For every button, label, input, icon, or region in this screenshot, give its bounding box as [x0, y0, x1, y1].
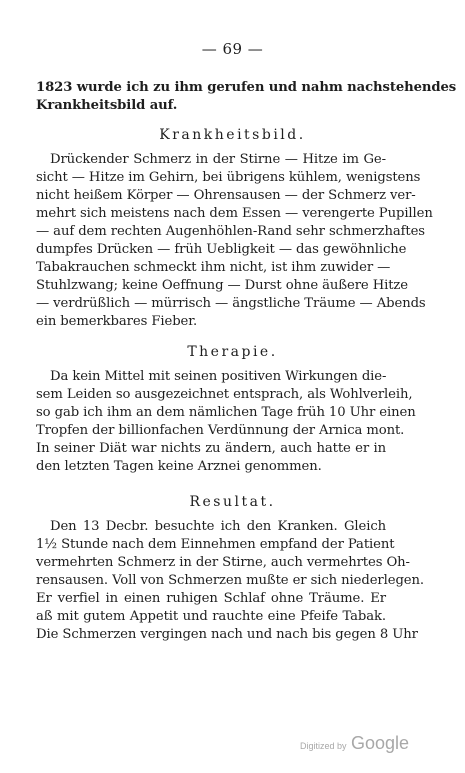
paragraph-line: Er verfiel in einen ruhigen Schlaf ohne Träume. Er	[36, 591, 386, 606]
paragraph-line: In seiner Diät war nichts zu ändern, auch hatte er in	[36, 441, 386, 456]
paragraph-line: ein bemerkbares Fieber.	[36, 314, 198, 329]
paragraph-line: — verdrüßlich — mürrisch — ängstliche Träume — Abends	[36, 296, 426, 311]
watermark-prefix: Digitized by	[300, 741, 347, 751]
paragraph-line: sicht — Hitze im Gehirn, bei übrigens kühlem, wenigstens	[36, 170, 421, 185]
paragraph-line: mehrt sich meistens nach dem Essen — verengerte Pupillen	[36, 206, 433, 221]
paragraph-line: Den 13 Decbr. besuchte ich den Kranken. Gleich	[50, 519, 386, 534]
paragraph-line: Stuhlzwang; keine Oeffnung — Durst ohne äußere Hitze	[36, 278, 408, 293]
paragraph-line: — auf dem rechten Augenhöhlen-Rand sehr schmerzhaftes	[36, 224, 425, 239]
paragraph-line: Tropfen der billionfachen Verdünnung der Arnica mont.	[36, 423, 405, 438]
page-number: — 69 —	[201, 40, 264, 58]
paragraph-line: sem Leiden so ausgezeichnet entsprach, als Wohlverleih,	[36, 387, 413, 402]
paragraph-line: aß mit gutem Appetit und rauchte eine Pfeife Tabak.	[36, 609, 386, 624]
paragraph-line: vermehrten Schmerz in der Stirne, auch vermehrtes Oh-	[36, 555, 410, 570]
intro-line: 1823 wurde ich zu ihm gerufen und nahm nachstehendes	[36, 80, 457, 95]
paragraph-line: Tabakrauchen schmeckt ihm nicht, ist ihm zuwider —	[36, 260, 391, 275]
google-logo: Google	[350, 733, 410, 753]
paragraph-line: Da kein Mittel mit seinen positiven Wirkungen die-	[50, 369, 387, 384]
section-heading-resultat: Resultat.	[189, 494, 276, 510]
paragraph-line: rensausen. Voll von Schmerzen mußte er sich niederlegen.	[36, 573, 424, 588]
digitized-watermark	[300, 733, 450, 754]
paragraph-line: nicht heißem Körper — Ohrensausen — der Schmerz ver-	[36, 188, 416, 203]
paragraph-line: 1½ Stunde nach dem Einnehmen empfand der Patient	[36, 537, 395, 552]
section-heading-krankheitsbild: Krankheitsbild.	[159, 127, 306, 143]
paragraph-line: Die Schmerzen vergingen nach und nach bis gegen 8 Uhr	[36, 627, 418, 642]
paragraph-line: den letzten Tagen keine Arznei genommen.	[36, 459, 322, 474]
intro-line: Krankheitsbild auf.	[36, 98, 178, 113]
paragraph-line: dumpfes Drücken — früh Uebligkeit — das gewöhnliche	[36, 242, 407, 257]
paragraph-line: so gab ich ihm an dem nämlichen Tage früh 10 Uhr einen	[36, 405, 416, 420]
section-heading-therapie: Therapie.	[187, 344, 278, 360]
paragraph-line: Drückender Schmerz in der Stirne — Hitze im Ge-	[50, 152, 386, 167]
